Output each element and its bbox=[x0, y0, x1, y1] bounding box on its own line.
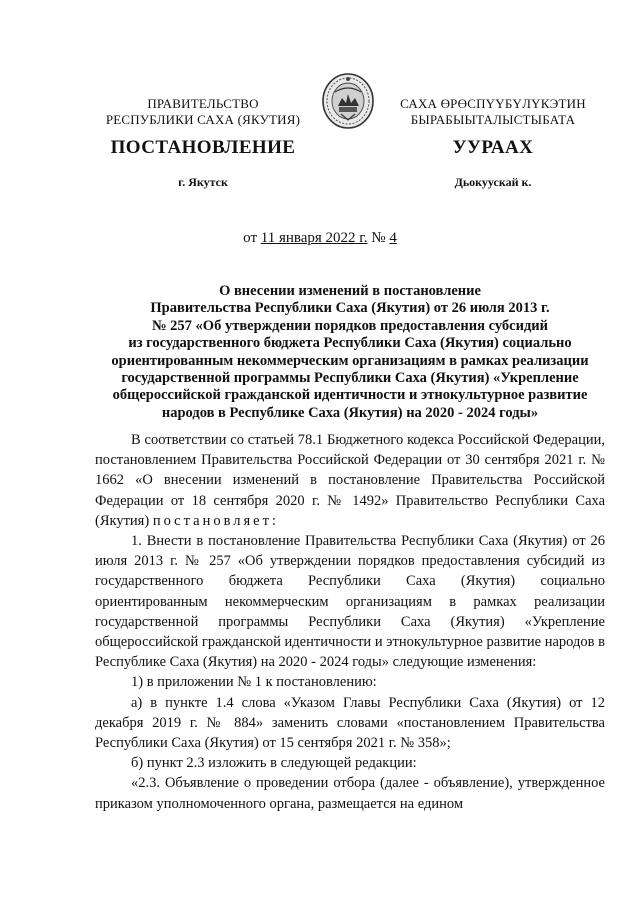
preamble-text: В соответствии со статьей 78.1 Бюджетного кодекса Российской Федерации, постановлением Правительства Российской Федерации от 30 сентября 2021 г. № 1662 «О внесении изменений в постановление Правительства Российской Федерации от 18 сентября 2020 г. № 1492» Правительство Республики Саха (Якутия) bbox=[95, 432, 605, 529]
date-prefix: от bbox=[243, 230, 261, 246]
city-sakha: Дьокуускай к. bbox=[454, 175, 532, 189]
document-date-number bbox=[0, 230, 640, 247]
city-ru: г. Якутск bbox=[178, 175, 228, 189]
document-date: 11 января 2022 г. bbox=[260, 230, 368, 246]
title-line: общероссийской гражданской идентичности и этнокультурное развитие bbox=[112, 387, 588, 404]
header-right-authority bbox=[378, 96, 608, 128]
title-line: Правительства Республики Саха (Якутия) от 26 июля 2013 г. bbox=[150, 300, 550, 317]
title-line: ориентированным некоммерческим организациям в рамках реализации bbox=[111, 352, 589, 369]
header-left-line1: ПРАВИТЕЛЬСТВО bbox=[147, 96, 259, 111]
document-number: 4 bbox=[389, 230, 397, 246]
number-prefix: № bbox=[367, 230, 390, 246]
title-line: государственной программы Республики Саха (Якутия) «Укрепление bbox=[121, 370, 579, 387]
title-line: из государственного бюджета Республики Саха (Якутия) социально bbox=[128, 335, 572, 352]
body-paragraph-preamble bbox=[95, 430, 605, 531]
header-left-line2: РЕСПУБЛИКИ САХА (ЯКУТИЯ) bbox=[105, 112, 301, 127]
document-type-sakha: УУРААХ bbox=[452, 137, 534, 158]
body-paragraph-subitem-a: а) в пункте 1.4 слова «Указом Главы Республики Саха (Якутия) от 12 декабря 2019 г. № 884» заменить словами «постановлением Правительства Республики Саха (Якутия) от 15 сентября 2021 г. № 358»; bbox=[95, 694, 605, 752]
title-line: № 257 «Об утверждении порядков предоставления субсидий bbox=[151, 317, 549, 334]
coat-of-arms-emblem bbox=[321, 70, 375, 130]
header-right-line1: САХА ӨРӨСПҮҮБҮЛҮКЭТИН bbox=[400, 96, 586, 111]
document-type-ru: ПОСТАНОВЛЕНИЕ bbox=[110, 137, 296, 158]
document-title bbox=[95, 283, 605, 422]
title-line: народов в Республике Саха (Якутия) на 2020 - 2024 годы» bbox=[161, 404, 539, 421]
body-paragraph-item-1: 1. Внести в постановление Правительства Республики Саха (Якутия) от 26 июля 2013 г. № 257 «Об утверждении порядков предоставления субсидий из государственного бюджета Республики Саха (Якутия) социально ориентированным некоммерческим организациям в рамках реализации государственной программы Республики Саха (Якутия) «Укрепление общероссийской гражданской идентичности и этнокультурное развитие народов в Республике Саха (Якутия) на 2020 - 2024 годы» следующие изменения: bbox=[95, 533, 605, 671]
resolves-word: постановляет: bbox=[152, 512, 279, 529]
body-paragraph-subitem-1: 1) в приложении № 1 к постановлению: bbox=[131, 674, 377, 691]
document-body bbox=[95, 430, 605, 814]
body-paragraph-subitem-b: б) пункт 2.3 изложить в следующей редакции: bbox=[131, 755, 417, 772]
header-right-line2: БЫРАБЫЫТАЛЫСТЫБАТА bbox=[410, 112, 576, 127]
header-left-authority bbox=[100, 96, 306, 128]
body-paragraph-clause-2-3: «2.3. Объявление о проведении отбора (далее - объявление), утвержденное приказом уполномоченного органа, размещается на едином bbox=[95, 775, 605, 812]
title-line: О внесении изменений в постановление bbox=[219, 283, 481, 299]
